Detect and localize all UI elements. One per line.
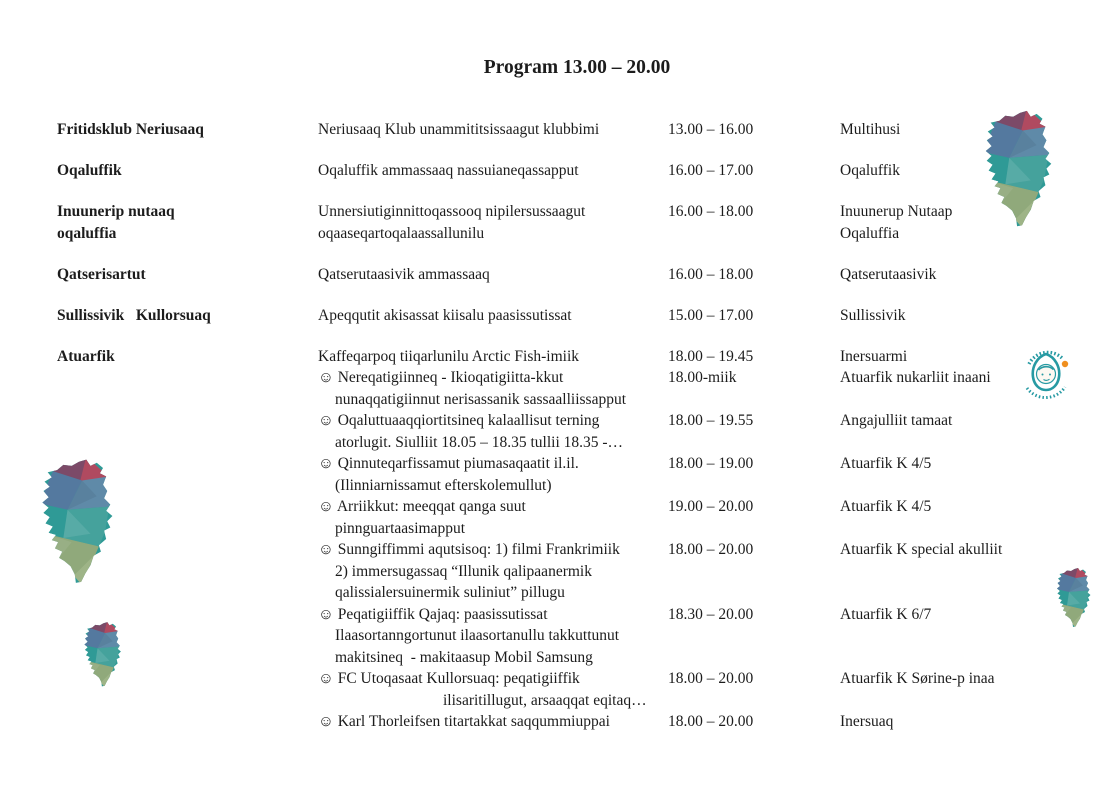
description-line: ☺ Nereqatigiinneq - Ikioqatigiitta-kkut <box>318 369 564 386</box>
description-cell <box>318 367 668 410</box>
time-cell <box>668 119 840 141</box>
description-line: ☺ Oqaluttuaaqqiortitsineq kalaallisut terning <box>318 412 600 429</box>
program-row <box>57 711 1102 733</box>
time-text: 16.00 – 18.00 <box>668 265 754 283</box>
description-line: Qatserutaasivik ammassaaq <box>318 265 490 283</box>
organization-name: Atuarfik <box>57 347 115 365</box>
organization-cell <box>57 264 318 286</box>
program-row <box>57 119 1102 141</box>
location-cell <box>840 305 1102 327</box>
location-text: Multihusi <box>840 121 901 138</box>
description-cell <box>318 346 668 368</box>
description-cell <box>318 201 668 244</box>
description-cell <box>318 604 668 669</box>
description-line: Kaffeqarpoq tiiqarlunilu Arctic Fish-imiik <box>318 347 580 365</box>
location-cell <box>840 264 1102 286</box>
description-line: pinnguartaasimapput <box>335 519 465 537</box>
time-cell <box>668 453 840 475</box>
time-text: 16.00 – 17.00 <box>668 162 754 179</box>
program-table <box>57 119 1102 733</box>
organization-name: oqaluffia <box>57 224 117 242</box>
description-line: ☺ Sunngiffimmi aqutsisoq: 1) filmi Frankrimiik <box>318 541 620 558</box>
location-text: Atuarfik K 4/5 <box>840 498 932 515</box>
program-row <box>57 346 1102 368</box>
location-text: Inuunerup Nutaap <box>840 203 953 220</box>
program-row <box>57 453 1102 496</box>
organization-name: Sullissivik Kullorsuaq <box>57 306 211 324</box>
description-line: Ilaasortanngortunut ilaasortanullu takkuttunut <box>335 627 620 644</box>
time-cell <box>668 604 840 626</box>
time-text: 18.00 – 19.55 <box>668 412 754 429</box>
location-text: Oqaluffik <box>840 162 900 179</box>
time-text: 18.30 – 20.00 <box>668 605 754 623</box>
organization-cell <box>57 305 318 327</box>
description-cell <box>318 668 668 711</box>
time-cell <box>668 539 840 561</box>
location-cell <box>840 539 1102 561</box>
organization-name: Inuunerip nutaaq <box>57 203 175 220</box>
time-text: 18.00 – 19.00 <box>668 455 754 472</box>
program-row <box>57 305 1102 327</box>
greenland-map-icon <box>32 455 126 598</box>
woman-in-amaat-logo-icon <box>1014 341 1078 405</box>
organization-name: Qatserisartut <box>57 265 146 283</box>
time-text: 16.00 – 18.00 <box>668 203 754 220</box>
location-text: Oqaluffia <box>840 224 900 242</box>
location-text: Atuarfik K 4/5 <box>840 455 932 472</box>
program-row <box>57 410 1102 453</box>
organization-cell <box>57 346 318 368</box>
description-cell <box>318 305 668 327</box>
greenland-map-icon <box>79 620 128 694</box>
time-cell <box>668 201 840 223</box>
location-cell <box>840 711 1102 733</box>
location-cell <box>840 496 1102 518</box>
description-line: ilisaritillugut, arsaaqqat eqitaq… <box>443 691 647 709</box>
time-text: 15.00 – 17.00 <box>668 306 754 324</box>
time-text: 18.00-miik <box>668 369 737 386</box>
description-line: nunaqqatigiinnut nerisassanik sassaalliissapput <box>335 390 627 408</box>
description-line: ☺ Peqatigiiffik Qajaq: paasissutissat <box>318 605 548 623</box>
program-row <box>57 604 1102 669</box>
time-cell <box>668 410 840 432</box>
time-text: 18.00 – 20.00 <box>668 713 754 730</box>
time-text: 18.00 – 20.00 <box>668 541 754 558</box>
organization-cell <box>57 119 318 141</box>
description-cell <box>318 496 668 539</box>
description-line: ☺ Qinnuteqarfissamut piumasaqaatit il.il. <box>318 455 579 472</box>
organization-name: Fritidsklub Neriusaaq <box>57 121 204 138</box>
description-line: ☺ Karl Thorleifsen titartakkat saqqummiuppai <box>318 713 610 730</box>
location-text: Sullissivik <box>840 306 906 324</box>
location-text: Angajulliit tamaat <box>840 412 953 429</box>
location-text: Atuarfik K 6/7 <box>840 605 932 623</box>
location-text: Atuarfik K Sørine-p inaa <box>840 670 995 687</box>
program-row <box>57 264 1102 286</box>
description-line: (Ilinniarnissamut efterskolemullut) <box>335 476 552 494</box>
description-line: 2) immersugassaq “Illunik qalipaanermik <box>335 562 592 580</box>
location-text: Atuarfik nukarliit inaani <box>840 369 991 386</box>
location-cell <box>840 453 1102 475</box>
location-text: Inersuarmi <box>840 347 908 365</box>
description-line: oqaaseqartoqalaassallunilu <box>318 224 485 242</box>
description-line: Unnersiutiginnittoqassooq nipilersussaagut <box>318 203 586 220</box>
description-line: Oqaluffik ammassaaq nassuianeqassapput <box>318 162 579 179</box>
time-cell <box>668 668 840 690</box>
description-cell <box>318 160 668 182</box>
description-line: Apeqqutit akisassat kiisalu paasissutissat <box>318 306 572 324</box>
time-cell <box>668 264 840 286</box>
description-line: atorlugit. Siulliit 18.05 – 18.35 tullii 18.35 -… <box>335 433 624 451</box>
program-row <box>57 668 1102 711</box>
program-row <box>57 539 1102 604</box>
page-title: Program 13.00 – 20.00 <box>483 57 671 78</box>
description-cell <box>318 539 668 604</box>
greenland-map-icon <box>1052 566 1097 634</box>
location-text: Qatserutaasivik <box>840 265 937 283</box>
time-text: 13.00 – 16.00 <box>668 121 754 138</box>
greenland-map-icon <box>976 107 1064 240</box>
time-text: 19.00 – 20.00 <box>668 498 754 515</box>
description-cell <box>318 410 668 453</box>
location-cell <box>840 668 1102 690</box>
description-cell <box>318 119 668 141</box>
program-row <box>57 496 1102 539</box>
description-line: ☺ Arriikkut: meeqqat qanga suut <box>318 498 526 515</box>
location-cell <box>840 410 1102 432</box>
description-line: ☺ FC Utoqasaat Kullorsuaq: peqatigiiffik <box>318 670 580 687</box>
time-cell <box>668 711 840 733</box>
description-line: Neriusaaq Klub unammititsissaagut klubbimi <box>318 121 600 138</box>
time-cell <box>668 160 840 182</box>
time-text: 18.00 – 19.45 <box>668 347 754 365</box>
description-cell <box>318 264 668 286</box>
description-cell <box>318 711 668 733</box>
time-cell <box>668 305 840 327</box>
description-line: qalissialersuinermik suliniut” pillugu <box>335 584 565 601</box>
description-line: makitsineq - makitaasup Mobil Samsung <box>335 648 593 666</box>
description-cell <box>318 453 668 496</box>
time-cell <box>668 496 840 518</box>
organization-cell <box>57 160 318 182</box>
organization-cell <box>57 201 318 244</box>
program-row <box>57 160 1102 182</box>
location-text: Atuarfik K special akulliit <box>840 541 1003 558</box>
time-cell <box>668 367 840 389</box>
organization-name: Oqaluffik <box>57 162 122 179</box>
location-text: Inersuaq <box>840 713 894 730</box>
program-row <box>57 367 1102 410</box>
program-row <box>57 201 1102 244</box>
time-cell <box>668 346 840 368</box>
time-text: 18.00 – 20.00 <box>668 670 754 687</box>
